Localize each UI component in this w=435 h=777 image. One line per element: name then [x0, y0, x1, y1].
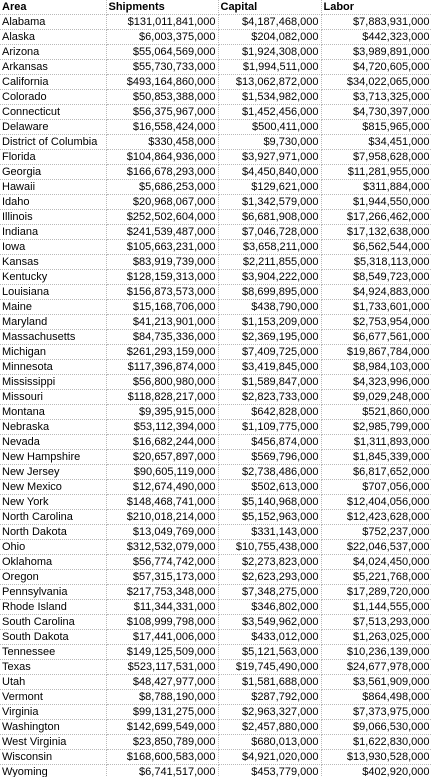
cell-shipments[interactable]: $99,131,275,000 [106, 705, 218, 720]
cell-labor[interactable]: $4,730,397,000 [321, 105, 432, 120]
table-row [0, 30, 432, 45]
table-row [0, 465, 432, 480]
cell-labor[interactable]: $1,311,893,000 [321, 435, 432, 450]
table-row [0, 435, 432, 450]
cell-area[interactable]: Louisiana [0, 285, 106, 300]
cell-area[interactable]: Connecticut [0, 105, 106, 120]
table-row [0, 405, 432, 420]
cell-shipments[interactable]: $20,968,067,000 [106, 195, 218, 210]
table-row [0, 750, 432, 765]
cell-capital[interactable]: $438,790,000 [218, 300, 321, 315]
cell-shipments[interactable]: $48,427,977,000 [106, 675, 218, 690]
cell-area[interactable]: Wyoming [0, 765, 106, 777]
cell-labor[interactable]: $17,132,638,000 [321, 225, 432, 240]
cell-shipments[interactable]: $149,125,509,000 [106, 645, 218, 660]
cell-area[interactable]: Mississippi [0, 375, 106, 390]
cell-labor[interactable]: $4,323,996,000 [321, 375, 432, 390]
cell-labor[interactable]: $521,860,000 [321, 405, 432, 420]
cell-capital[interactable]: $5,152,963,000 [218, 510, 321, 525]
table-row [0, 90, 432, 105]
cell-labor[interactable]: $7,883,931,000 [321, 15, 432, 30]
cell-area[interactable]: Rhode Island [0, 600, 106, 615]
cell-shipments[interactable]: $117,396,874,000 [106, 360, 218, 375]
cell-shipments[interactable]: $56,800,980,000 [106, 375, 218, 390]
cell-capital[interactable]: $1,924,308,000 [218, 45, 321, 60]
cell-capital[interactable]: $346,802,000 [218, 600, 321, 615]
cell-capital[interactable]: $10,755,438,000 [218, 540, 321, 555]
cell-area[interactable]: Massachusetts [0, 330, 106, 345]
cell-labor[interactable]: $1,263,025,000 [321, 630, 432, 645]
cell-labor[interactable]: $7,958,628,000 [321, 150, 432, 165]
cell-shipments[interactable]: $41,213,901,000 [106, 315, 218, 330]
table-row [0, 690, 432, 705]
cell-capital[interactable]: $5,121,563,000 [218, 645, 321, 660]
cell-capital[interactable]: $3,419,845,000 [218, 360, 321, 375]
cell-labor[interactable]: $6,677,561,000 [321, 330, 432, 345]
cell-area[interactable]: Tennessee [0, 645, 106, 660]
cell-area[interactable]: Pennsylvania [0, 585, 106, 600]
cell-capital[interactable]: $9,730,000 [218, 135, 321, 150]
cell-capital[interactable]: $2,823,733,000 [218, 390, 321, 405]
cell-labor[interactable]: $1,144,555,000 [321, 600, 432, 615]
cell-shipments[interactable]: $6,741,517,000 [106, 765, 218, 777]
cell-area[interactable]: North Carolina [0, 510, 106, 525]
cell-capital[interactable]: $500,411,000 [218, 120, 321, 135]
header-labor[interactable]: Labor [321, 0, 432, 15]
cell-labor[interactable]: $815,965,000 [321, 120, 432, 135]
cell-area[interactable]: Iowa [0, 240, 106, 255]
cell-shipments[interactable]: $83,919,739,000 [106, 255, 218, 270]
table-row [0, 255, 432, 270]
cell-labor[interactable]: $4,720,605,000 [321, 60, 432, 75]
table-row [0, 45, 432, 60]
cell-area[interactable]: South Dakota [0, 630, 106, 645]
table-row [0, 330, 432, 345]
cell-capital[interactable]: $1,534,982,000 [218, 90, 321, 105]
cell-capital[interactable]: $1,153,209,000 [218, 315, 321, 330]
cell-labor[interactable]: $13,930,528,000 [321, 750, 432, 765]
cell-labor[interactable]: $17,289,720,000 [321, 585, 432, 600]
cell-labor[interactable]: $864,498,000 [321, 690, 432, 705]
cell-labor[interactable]: $2,985,799,000 [321, 420, 432, 435]
cell-shipments[interactable]: $142,699,549,000 [106, 720, 218, 735]
header-capital[interactable]: Capital [218, 0, 321, 15]
cell-shipments[interactable]: $128,159,313,000 [106, 270, 218, 285]
table-row [0, 495, 432, 510]
cell-capital[interactable]: $2,211,855,000 [218, 255, 321, 270]
cell-capital[interactable]: $456,874,000 [218, 435, 321, 450]
cell-shipments[interactable]: $166,678,293,000 [106, 165, 218, 180]
cell-shipments[interactable]: $105,663,231,000 [106, 240, 218, 255]
cell-area[interactable]: Virginia [0, 705, 106, 720]
cell-labor[interactable]: $1,845,339,000 [321, 450, 432, 465]
cell-labor[interactable]: $707,056,000 [321, 480, 432, 495]
cell-area[interactable]: Kansas [0, 255, 106, 270]
cell-area[interactable]: Colorado [0, 90, 106, 105]
cell-labor[interactable]: $34,451,000 [321, 135, 432, 150]
table-row [0, 630, 432, 645]
table-row [0, 600, 432, 615]
cell-shipments[interactable]: $148,468,741,000 [106, 495, 218, 510]
cell-shipments[interactable]: $261,293,159,000 [106, 345, 218, 360]
cell-labor[interactable]: $4,024,450,000 [321, 555, 432, 570]
table-row [0, 285, 432, 300]
cell-capital[interactable]: $6,681,908,000 [218, 210, 321, 225]
table-row [0, 765, 432, 777]
cell-area[interactable]: West Virginia [0, 735, 106, 750]
header-area[interactable]: Area [0, 0, 106, 15]
cell-shipments[interactable]: $17,441,006,000 [106, 630, 218, 645]
cell-capital[interactable]: $2,963,327,000 [218, 705, 321, 720]
cell-shipments[interactable]: $84,735,336,000 [106, 330, 218, 345]
cell-area[interactable]: Ohio [0, 540, 106, 555]
table-row [0, 60, 432, 75]
table-row [0, 270, 432, 285]
cell-shipments[interactable]: $50,853,388,000 [106, 90, 218, 105]
cell-area[interactable]: Indiana [0, 225, 106, 240]
cell-capital[interactable]: $7,348,275,000 [218, 585, 321, 600]
cell-shipments[interactable]: $108,999,798,000 [106, 615, 218, 630]
cell-shipments[interactable]: $217,753,348,000 [106, 585, 218, 600]
cell-labor[interactable]: $3,713,325,000 [321, 90, 432, 105]
cell-labor[interactable]: $1,944,550,000 [321, 195, 432, 210]
table-row [0, 120, 432, 135]
cell-shipments[interactable]: $241,539,487,000 [106, 225, 218, 240]
cell-shipments[interactable]: $312,532,079,000 [106, 540, 218, 555]
table-row [0, 105, 432, 120]
cell-shipments[interactable]: $55,064,569,000 [106, 45, 218, 60]
cell-capital[interactable]: $3,904,222,000 [218, 270, 321, 285]
table-row [0, 75, 432, 90]
cell-capital[interactable]: $642,828,000 [218, 405, 321, 420]
cell-labor[interactable]: $3,561,909,000 [321, 675, 432, 690]
cell-capital[interactable]: $1,452,456,000 [218, 105, 321, 120]
cell-area[interactable]: Florida [0, 150, 106, 165]
cell-capital[interactable]: $1,994,511,000 [218, 60, 321, 75]
cell-labor[interactable]: $7,513,293,000 [321, 615, 432, 630]
cell-area[interactable]: South Carolina [0, 615, 106, 630]
cell-capital[interactable]: $2,273,823,000 [218, 555, 321, 570]
cell-labor[interactable]: $17,266,462,000 [321, 210, 432, 225]
cell-area[interactable]: Alabama [0, 15, 106, 30]
cell-labor[interactable]: $1,622,830,000 [321, 735, 432, 750]
cell-area[interactable]: Minnesota [0, 360, 106, 375]
cell-area[interactable]: Alaska [0, 30, 106, 45]
cell-shipments[interactable]: $5,686,253,000 [106, 180, 218, 195]
cell-labor[interactable]: $11,281,955,000 [321, 165, 432, 180]
cell-area[interactable]: Arizona [0, 45, 106, 60]
cell-area[interactable]: Delaware [0, 120, 106, 135]
table-row [0, 660, 432, 675]
cell-shipments[interactable]: $13,049,769,000 [106, 525, 218, 540]
cell-area[interactable]: Maryland [0, 315, 106, 330]
cell-labor[interactable]: $2,753,954,000 [321, 315, 432, 330]
cell-labor[interactable]: $12,404,056,000 [321, 495, 432, 510]
cell-area[interactable]: Texas [0, 660, 106, 675]
cell-labor[interactable]: $12,423,628,000 [321, 510, 432, 525]
cell-shipments[interactable]: $16,558,424,000 [106, 120, 218, 135]
cell-area[interactable]: District of Columbia [0, 135, 106, 150]
cell-area[interactable]: Illinois [0, 210, 106, 225]
cell-area[interactable]: Hawaii [0, 180, 106, 195]
cell-capital[interactable]: $502,613,000 [218, 480, 321, 495]
table-row [0, 615, 432, 630]
cell-capital[interactable]: $4,921,020,000 [218, 750, 321, 765]
cell-area[interactable]: Maine [0, 300, 106, 315]
cell-capital[interactable]: $569,796,000 [218, 450, 321, 465]
cell-capital[interactable]: $129,621,000 [218, 180, 321, 195]
table-row [0, 525, 432, 540]
cell-capital[interactable]: $3,549,962,000 [218, 615, 321, 630]
cell-shipments[interactable]: $523,117,531,000 [106, 660, 218, 675]
cell-capital[interactable]: $19,745,490,000 [218, 660, 321, 675]
table-row [0, 645, 432, 660]
cell-capital[interactable]: $1,342,579,000 [218, 195, 321, 210]
cell-labor[interactable]: $4,924,883,000 [321, 285, 432, 300]
table-row [0, 135, 432, 150]
cell-capital[interactable]: $7,046,728,000 [218, 225, 321, 240]
cell-capital[interactable]: $453,779,000 [218, 765, 321, 777]
cell-area[interactable]: California [0, 75, 106, 90]
cell-labor[interactable]: $6,562,544,000 [321, 240, 432, 255]
cell-area[interactable]: Nebraska [0, 420, 106, 435]
cell-shipments[interactable]: $131,011,841,000 [106, 15, 218, 30]
cell-capital[interactable]: $680,013,000 [218, 735, 321, 750]
table-row [0, 480, 432, 495]
table-row [0, 210, 432, 225]
cell-area[interactable]: Kentucky [0, 270, 106, 285]
table-row [0, 420, 432, 435]
cell-capital[interactable]: $7,409,725,000 [218, 345, 321, 360]
cell-capital[interactable]: $3,658,211,000 [218, 240, 321, 255]
cell-area[interactable]: Utah [0, 675, 106, 690]
cell-capital[interactable]: $1,589,847,000 [218, 375, 321, 390]
cell-area[interactable]: Wisconsin [0, 750, 106, 765]
table-row [0, 450, 432, 465]
cell-shipments[interactable]: $210,018,214,000 [106, 510, 218, 525]
cell-capital[interactable]: $1,581,688,000 [218, 675, 321, 690]
cell-labor[interactable]: $8,984,103,000 [321, 360, 432, 375]
table-row [0, 705, 432, 720]
cell-area[interactable]: New Hampshire [0, 450, 106, 465]
header-row [0, 0, 432, 15]
cell-area[interactable]: New York [0, 495, 106, 510]
cell-capital[interactable]: $13,062,872,000 [218, 75, 321, 90]
cell-shipments[interactable]: $57,315,173,000 [106, 570, 218, 585]
cell-labor[interactable]: $442,323,000 [321, 30, 432, 45]
table-row [0, 540, 432, 555]
cell-labor[interactable]: $34,022,065,000 [321, 75, 432, 90]
cell-shipments[interactable]: $23,850,789,000 [106, 735, 218, 750]
table-body [0, 15, 432, 777]
cell-area[interactable]: Washington [0, 720, 106, 735]
cell-capital[interactable]: $287,792,000 [218, 690, 321, 705]
cell-labor[interactable]: $19,867,784,000 [321, 345, 432, 360]
cell-shipments[interactable]: $16,682,244,000 [106, 435, 218, 450]
table-row [0, 390, 432, 405]
table-row [0, 360, 432, 375]
cell-shipments[interactable]: $55,730,733,000 [106, 60, 218, 75]
table-row [0, 570, 432, 585]
cell-labor[interactable]: $9,029,248,000 [321, 390, 432, 405]
table-row [0, 585, 432, 600]
cell-labor[interactable]: $5,221,768,000 [321, 570, 432, 585]
cell-shipments[interactable]: $493,164,860,000 [106, 75, 218, 90]
table-row [0, 15, 432, 30]
cell-labor[interactable]: $3,989,891,000 [321, 45, 432, 60]
cell-labor[interactable]: $9,066,530,000 [321, 720, 432, 735]
cell-area[interactable]: Montana [0, 405, 106, 420]
cell-shipments[interactable]: $118,828,217,000 [106, 390, 218, 405]
cell-area[interactable]: Michigan [0, 345, 106, 360]
cell-area[interactable]: Nevada [0, 435, 106, 450]
cell-capital[interactable]: $4,450,840,000 [218, 165, 321, 180]
table-row [0, 225, 432, 240]
cell-shipments[interactable]: $9,395,915,000 [106, 405, 218, 420]
cell-area[interactable]: New Jersey [0, 465, 106, 480]
cell-capital[interactable]: $3,927,971,000 [218, 150, 321, 165]
cell-area[interactable]: Oregon [0, 570, 106, 585]
cell-area[interactable]: Georgia [0, 165, 106, 180]
cell-labor[interactable]: $6,817,652,000 [321, 465, 432, 480]
cell-capital[interactable]: $2,623,293,000 [218, 570, 321, 585]
cell-capital[interactable]: $204,082,000 [218, 30, 321, 45]
cell-labor[interactable]: $10,236,139,000 [321, 645, 432, 660]
table-row [0, 555, 432, 570]
cell-area[interactable]: New Mexico [0, 480, 106, 495]
cell-capital[interactable]: $331,143,000 [218, 525, 321, 540]
cell-labor[interactable]: $5,318,113,000 [321, 255, 432, 270]
cell-labor[interactable]: $22,046,537,000 [321, 540, 432, 555]
table-row [0, 510, 432, 525]
cell-area[interactable]: North Dakota [0, 525, 106, 540]
cell-shipments[interactable]: $330,458,000 [106, 135, 218, 150]
cell-shipments[interactable]: $15,168,706,000 [106, 300, 218, 315]
cell-capital[interactable]: $433,012,000 [218, 630, 321, 645]
table-row [0, 735, 432, 750]
cell-shipments[interactable]: $104,864,936,000 [106, 150, 218, 165]
cell-shipments[interactable]: $12,674,490,000 [106, 480, 218, 495]
cell-labor[interactable]: $752,237,000 [321, 525, 432, 540]
cell-shipments[interactable]: $11,344,331,000 [106, 600, 218, 615]
cell-area[interactable]: Vermont [0, 690, 106, 705]
cell-area[interactable]: Oklahoma [0, 555, 106, 570]
cell-area[interactable]: Missouri [0, 390, 106, 405]
cell-shipments[interactable]: $56,774,742,000 [106, 555, 218, 570]
cell-shipments[interactable]: $156,873,573,000 [106, 285, 218, 300]
cell-capital[interactable]: $5,140,968,000 [218, 495, 321, 510]
cell-labor[interactable]: $8,549,723,000 [321, 270, 432, 285]
cell-labor[interactable]: $1,733,601,000 [321, 300, 432, 315]
table-row [0, 345, 432, 360]
table-row [0, 300, 432, 315]
table-row [0, 240, 432, 255]
cell-area[interactable]: Idaho [0, 195, 106, 210]
table-row [0, 315, 432, 330]
cell-shipments[interactable]: $20,657,897,000 [106, 450, 218, 465]
table-row [0, 150, 432, 165]
table-row [0, 165, 432, 180]
cell-capital[interactable]: $1,109,775,000 [218, 420, 321, 435]
table-row [0, 375, 432, 390]
cell-shipments[interactable]: $90,605,119,000 [106, 465, 218, 480]
cell-area[interactable]: Arkansas [0, 60, 106, 75]
cell-shipments[interactable]: $56,375,967,000 [106, 105, 218, 120]
cell-shipments[interactable]: $8,788,190,000 [106, 690, 218, 705]
cell-shipments[interactable]: $168,600,583,000 [106, 750, 218, 765]
cell-capital[interactable]: $2,457,880,000 [218, 720, 321, 735]
header-shipments[interactable]: Shipments [106, 0, 218, 15]
cell-capital[interactable]: $2,738,486,000 [218, 465, 321, 480]
cell-labor[interactable]: $311,884,000 [321, 180, 432, 195]
cell-labor[interactable]: $24,677,978,000 [321, 660, 432, 675]
cell-capital[interactable]: $2,369,195,000 [218, 330, 321, 345]
cell-shipments[interactable]: $252,502,604,000 [106, 210, 218, 225]
cell-labor[interactable]: $7,373,975,000 [321, 705, 432, 720]
cell-labor[interactable]: $402,920,000 [321, 765, 432, 777]
cell-capital[interactable]: $4,187,468,000 [218, 15, 321, 30]
table-row [0, 675, 432, 690]
table-row [0, 180, 432, 195]
cell-capital[interactable]: $8,699,895,000 [218, 285, 321, 300]
table-row [0, 195, 432, 210]
cell-shipments[interactable]: $6,003,375,000 [106, 30, 218, 45]
cell-shipments[interactable]: $53,112,394,000 [106, 420, 218, 435]
table-row [0, 720, 432, 735]
